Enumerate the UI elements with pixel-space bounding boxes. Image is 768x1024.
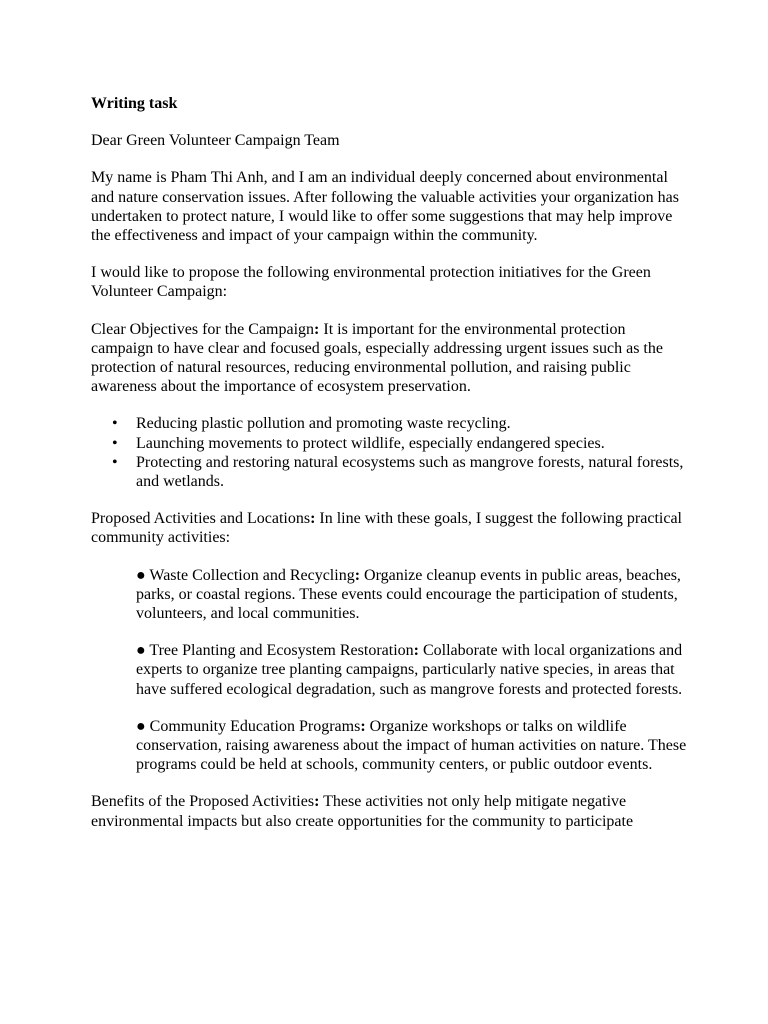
- activity-colon: :: [354, 566, 361, 584]
- activities-section-colon: :: [310, 510, 316, 528]
- activity-text: Collaborate with local organizations and experts to organize tree planting campaigns, particularly native species, in areas that have suffered ecological degradation, such as mangrove forests and protected forests.: [136, 642, 683, 698]
- benefits-colon: :: [314, 793, 320, 811]
- objectives-label: Clear Objectives for the Campaign: [91, 320, 315, 338]
- activity-label: Tree Planting and Ecosystem Restoration: [149, 642, 414, 660]
- activity-label: Waste Collection and Recycling: [149, 566, 355, 584]
- document-title: Writing task: [91, 95, 178, 112]
- bullet-dot-icon: ●: [136, 642, 150, 660]
- activity-text: Organize workshops or talks on wildlife conservation, raising awareness about the impact of human activities on nature. These programs could be held at schools, community centers, or public outdoor events.: [136, 717, 687, 774]
- benefits-paragraph: [91, 792, 688, 830]
- list-item: • Launching movements to protect wildlife, especially endangered species.: [136, 434, 688, 453]
- activities-section-text: In line with these goals, I suggest the following practical community activities:: [91, 510, 682, 547]
- proposal-intro-paragraph: I would like to propose the following environmental protection initiatives for the Green Volunteer Campaign:: [91, 264, 651, 301]
- activity-text: Organize cleanup events in public areas, beaches, parks, or coastal regions. These events could encourage the participation of students, volunteers, and local communities.: [136, 566, 681, 623]
- activity-colon: :: [360, 717, 366, 735]
- activity-label: Community Education Programs: [149, 717, 361, 735]
- benefits-label: Benefits of the Proposed Activities: [91, 793, 315, 811]
- bullet-dot-icon: ●: [136, 566, 150, 584]
- activities-section-label: Proposed Activities and Locations: [91, 510, 311, 528]
- activities-section-paragraph: [91, 509, 688, 547]
- activity-item-waste-collection: [136, 566, 688, 624]
- list-item: • Reducing plastic pollution and promoting waste recycling.: [136, 414, 688, 433]
- activity-colon: :: [413, 642, 419, 660]
- objectives-paragraph: [91, 320, 688, 397]
- salutation: Dear Green Volunteer Campaign Team: [91, 132, 340, 150]
- objectives-text: It is important for the environmental protection campaign to have clear and focused goals, especially addressing urgent issues such as the protection of natural resources, reducing environmental pollution, and raising public awareness about the importance of ecosystem preservation.: [91, 320, 663, 396]
- goals-list: [91, 414, 688, 491]
- intro-paragraph: My name is Pham Thi Anh, and I am an individual deeply concerned about environmental and nature conservation issues. After following the valuable activities your organization has undertaken to protect nature, I would like to offer some suggestions that may help improve the effectiveness and impact of your campaign within the community.: [91, 169, 679, 245]
- benefits-text: These activities not only help mitigate negative environmental impacts but also create opportunities for the community to participate: [91, 793, 634, 830]
- bullet-dot-icon: ●: [136, 717, 150, 735]
- list-item: • Protecting and restoring natural ecosystems such as mangrove forests, natural forests, and wetlands.: [136, 453, 688, 491]
- activity-item-tree-planting: [136, 641, 688, 699]
- objectives-colon: :: [314, 320, 320, 338]
- activity-item-community-education: [136, 717, 688, 775]
